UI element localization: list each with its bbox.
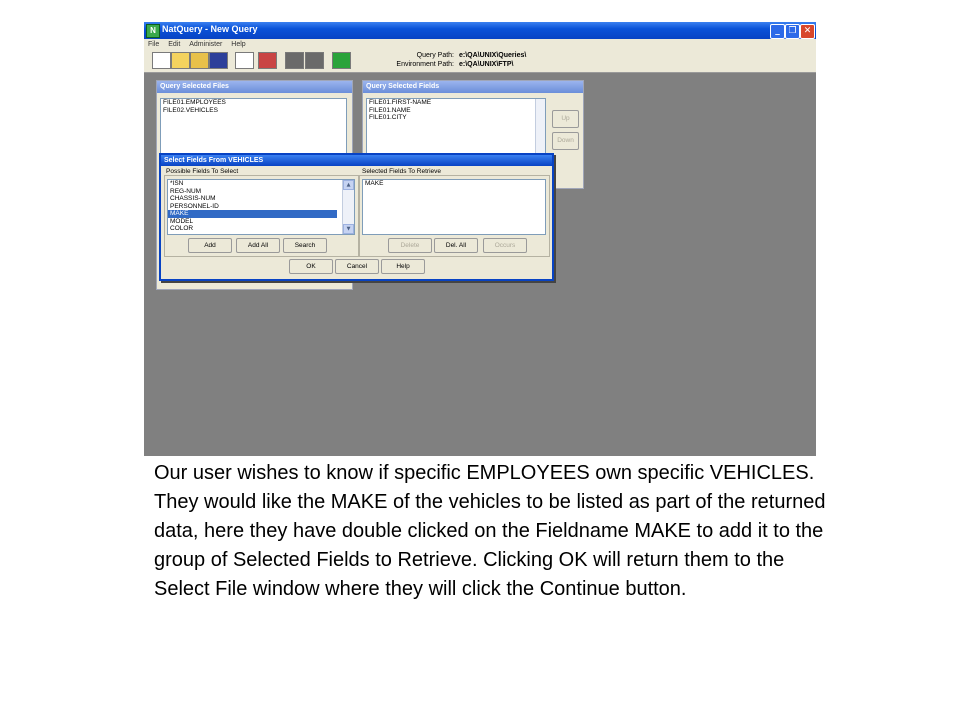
scroll-up-icon[interactable]: ▲ [343,180,354,190]
query-path-label: Query Path: [416,52,454,59]
list-item[interactable]: COLOR [170,225,194,232]
occurs-button[interactable]: Occurs [483,238,527,253]
list-item[interactable]: FILE01.EMPLOYEES [163,99,226,106]
open-icon[interactable] [171,52,190,69]
stop-icon[interactable] [305,52,324,69]
menu-help[interactable]: Help [231,41,246,48]
list-item[interactable]: FILE01.FIRST-NAME [369,99,432,106]
fields-list[interactable] [366,98,546,156]
exit-icon[interactable] [332,52,351,69]
menu-bar [144,39,816,50]
slide-caption: Our user wishes to know if specific EMPLOYEES own specific VEHICLES. They would like the MAKE of the vehicles to be listed as part of the returned data, here they have double clicked on the Fieldname MAKE to add it to the group of Selected Fields to Retrieve. Clicking OK will return them to the Select File window where they will click the Continue button. [154,462,826,600]
retrieve-fields-label: Selected Fields To Retrieve [362,168,442,175]
menu-administer[interactable]: Administer [189,41,223,48]
possible-fields-label: Possible Fields To Select [166,168,239,175]
restore-button[interactable]: ❐ [785,24,800,39]
flag-icon[interactable] [258,52,277,69]
select-fields-dialog [159,153,554,281]
help-button[interactable]: Help [381,259,425,274]
add-all-button[interactable]: Add All [236,238,280,253]
toolbar [144,50,816,73]
possible-fields-scrollbar[interactable] [342,180,354,234]
save-icon[interactable] [209,52,228,69]
report-icon[interactable] [235,52,254,69]
delete-button[interactable]: Delete [388,238,432,253]
ok-button[interactable]: OK [289,259,333,274]
files-panel-title: Query Selected Files [157,81,352,93]
list-item[interactable]: MODEL [170,217,194,225]
list-item[interactable]: PERSONNEL-ID [170,202,219,210]
fields-scrollbar[interactable] [535,99,545,155]
dialog-title: Select Fields From VEHICLES [161,155,552,166]
search-button[interactable]: Search [283,238,327,253]
app-window [144,22,816,456]
list-item[interactable]: FILE02.VEHICLES [163,106,218,114]
environment-path-value: e:\QA\UNIX\FTP\ [459,61,514,68]
app-icon: N [146,24,160,38]
list-item[interactable]: REG-NUM [170,187,202,195]
list-item[interactable]: *ISN [170,180,184,187]
menu-file[interactable]: File [148,41,160,48]
possible-fields-list[interactable] [167,179,355,235]
environment-path-label: Environment Path: [396,61,454,68]
down-button[interactable]: Down [552,132,579,150]
fields-panel-title: Query Selected Fields [363,81,583,93]
title-bar [144,22,816,39]
run-icon[interactable] [285,52,304,69]
list-item[interactable]: FILE01.NAME [369,106,411,114]
close-button[interactable]: ✕ [800,24,815,39]
del-all-button[interactable]: Del. All [434,238,478,253]
list-item-selected[interactable]: MAKE [168,210,337,218]
window-title: NatQuery - New Query [162,24,258,34]
open-folder-icon[interactable] [190,52,209,69]
path-info [368,51,526,69]
list-item[interactable]: FILE01.CITY [369,114,407,121]
cancel-button[interactable]: Cancel [335,259,379,274]
new-icon[interactable] [152,52,171,69]
retrieve-fields-list[interactable] [362,179,546,235]
up-button[interactable]: Up [552,110,579,128]
list-item[interactable]: CHASSIS-NUM [170,195,216,202]
files-list[interactable] [160,98,347,156]
minimize-button[interactable]: _ [770,24,785,39]
list-item[interactable]: MAKE [365,180,384,187]
query-path-value: e:\QA\UNIX\Queries\ [459,52,527,59]
scroll-down-icon[interactable]: ▼ [343,224,354,234]
menu-edit[interactable]: Edit [168,41,181,48]
add-button[interactable]: Add [188,238,232,253]
